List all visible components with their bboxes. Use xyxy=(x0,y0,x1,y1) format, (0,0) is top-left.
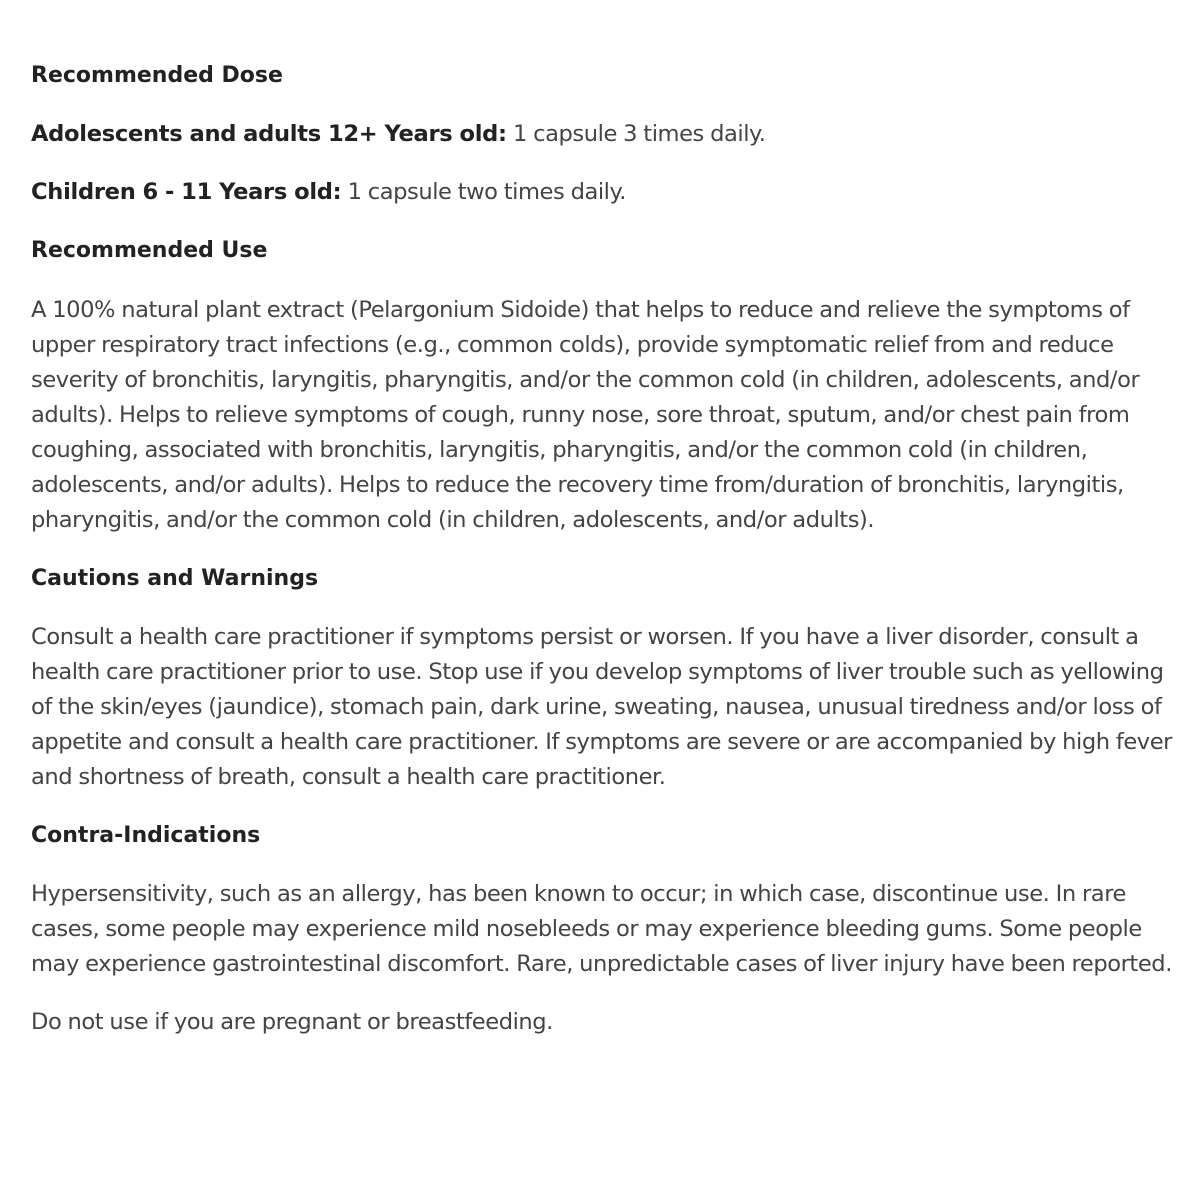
recommended-dose-heading: Recommended Dose xyxy=(31,63,283,88)
pregnancy-note: Do not use if you are pregnant or breastfeeding. xyxy=(31,1009,553,1035)
cautions-text: Consult a health care practitioner if symptoms persist or worsen. If you have a liver disorder, consult a health care practitioner prior to use. Stop use if you develop symptoms of liver trouble such as yellowing of the skin/eyes (jaundice), stomach pain, dark urine, sweating, nausea, unusual tiredness and/or loss of appetite and consult a health care practitioner. If symptoms are severe or are accompanied by high fever and shortness of breath, consult a health care practitioner. xyxy=(31,624,1173,790)
contra-indications-heading: Contra-Indications xyxy=(31,823,261,848)
dose-adults-label: Adolescents and adults 12+ Years old: xyxy=(31,121,507,147)
dose-children-line xyxy=(31,175,1180,210)
dose-children-text: 1 capsule two times daily. xyxy=(341,179,626,205)
dose-adults-line xyxy=(31,117,1180,152)
cautions-heading: Cautions and Warnings xyxy=(31,566,319,591)
contra-indications-text: Hypersensitivity, such as an allergy, has been known to occur; in which case, discontinue use. In rare cases, some people may experience mild nosebleeds or may experience bleeding gums. Some people may experience gastrointestinal discomfort. Rare, unpredictable cases of liver injury have been reported. xyxy=(31,881,1172,977)
dose-children-label: Children 6 - 11 Years old: xyxy=(31,179,342,205)
recommended-use-text: A 100% natural plant extract (Pelargonium Sidoide) that helps to reduce and relieve the symptoms of upper respiratory tract infections (e.g., common colds), provide symptomatic relief from and reduce severity of bronchitis, laryngitis, pharyngitis, and/or the common cold (in children, adolescents, and/or adults). Helps to relieve symptoms of cough, runny nose, sore throat, sputum, and/or chest pain from coughing, associated with bronchitis, laryngitis, pharyngitis, and/or the common cold (in children, adolescents, and/or adults). Helps to reduce the recovery time from/duration of bronchitis, laryngitis, pharyngitis, and/or the common cold (in children, adolescents, and/or adults). xyxy=(31,297,1140,533)
recommended-use-heading: Recommended Use xyxy=(31,238,268,263)
dose-adults-text: 1 capsule 3 times daily. xyxy=(506,121,766,147)
